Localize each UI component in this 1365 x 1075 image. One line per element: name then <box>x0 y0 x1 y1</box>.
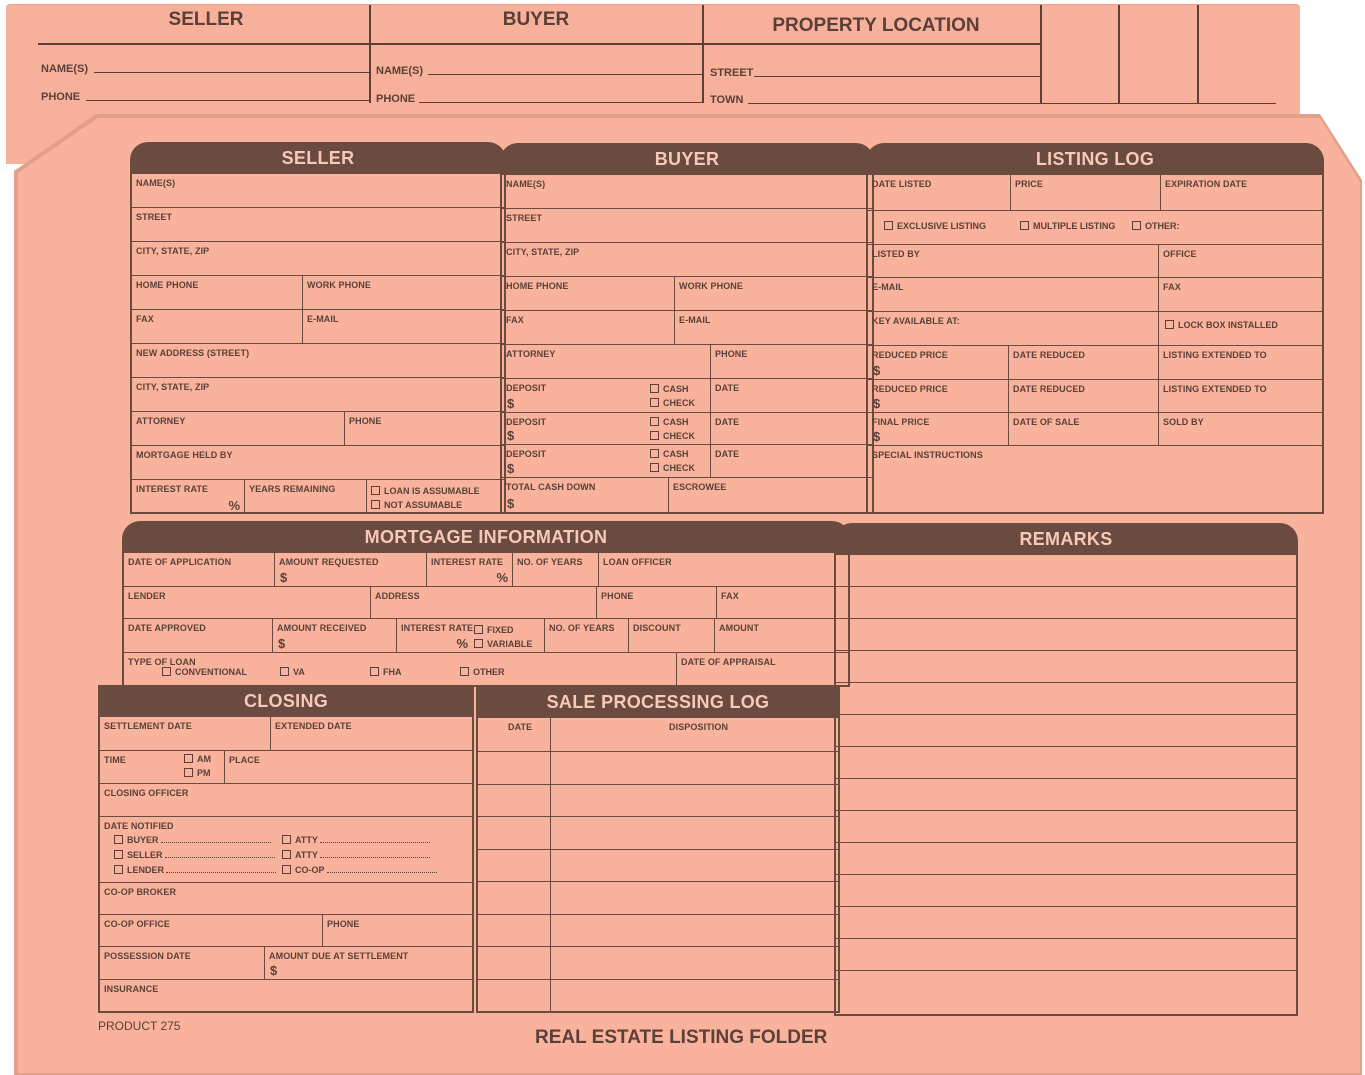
notify-coop-option[interactable] <box>282 865 437 875</box>
closing-header: CLOSING <box>98 685 474 717</box>
date-reduced1-label: DATE REDUCED <box>1013 350 1086 360</box>
remarks-line[interactable] <box>836 843 1296 875</box>
back-buyer-phone-label: PHONE <box>376 93 416 105</box>
lender-address-label: ADDRESS <box>375 591 420 601</box>
buyer-names-label: NAME(S) <box>506 179 546 189</box>
coop-office-label: CO-OP OFFICE <box>104 919 171 929</box>
checkbox-icon[interactable] <box>371 486 380 495</box>
amount-requested-dollar: $ <box>280 570 288 585</box>
conventional-option[interactable] <box>162 667 247 677</box>
seller-work-phone-label: WORK PHONE <box>307 280 371 290</box>
remarks-line[interactable] <box>836 907 1296 939</box>
sale-log-date-cell[interactable] <box>478 882 550 914</box>
buyer-deposit3-date-label: DATE <box>715 449 740 459</box>
buyer-attorney-phone-label: PHONE <box>715 349 748 359</box>
approved-interest-rate-label: INTEREST RATE <box>401 623 474 633</box>
seller-new-city-label: CITY, STATE, ZIP <box>136 382 210 392</box>
checkbox-icon[interactable] <box>474 639 483 648</box>
checkbox-icon[interactable] <box>474 625 483 634</box>
variable-text: VARIABLE <box>487 639 533 649</box>
remarks-section <box>834 523 1298 1016</box>
product-number: PRODUCT 275 <box>98 1019 181 1033</box>
checkbox-icon[interactable] <box>884 221 893 230</box>
buyer-deposit2-cash[interactable] <box>650 417 689 427</box>
price-label: PRICE <box>1015 179 1044 189</box>
variable-option[interactable] <box>474 639 532 649</box>
checkbox-icon[interactable] <box>184 768 193 777</box>
checkbox-icon[interactable] <box>650 398 659 407</box>
listing-log-header: LISTING LOG <box>866 143 1324 175</box>
sale-log-disposition-cell[interactable] <box>550 850 838 882</box>
mortgage-header: MORTGAGE INFORMATION <box>122 521 850 553</box>
buyer-attorney-label: ATTORNEY <box>506 349 556 359</box>
sale-log-disposition-cell[interactable] <box>550 980 838 1013</box>
back-buyer-title: BUYER <box>502 9 570 30</box>
coop-broker-label: CO-OP BROKER <box>104 887 177 897</box>
checkbox-icon[interactable] <box>1020 221 1029 230</box>
checkbox-icon[interactable] <box>1165 320 1174 329</box>
buyer-fax-label: FAX <box>506 315 524 325</box>
back-street-label: STREET <box>710 67 754 79</box>
back-property-title: PROPERTY LOCATION <box>772 15 980 36</box>
buyer-street-label: STREET <box>506 213 543 223</box>
final-price-label: FINAL PRICE <box>872 417 930 427</box>
remarks-line[interactable] <box>836 939 1296 971</box>
back-seller-phone-label: PHONE <box>41 91 81 103</box>
remarks-lines[interactable] <box>834 555 1298 1016</box>
sale-log-row[interactable] <box>478 882 838 915</box>
date-reduced2-label: DATE REDUCED <box>1013 384 1086 394</box>
checkbox-icon[interactable] <box>1132 221 1141 230</box>
fha-text: FHA <box>383 667 402 677</box>
notify-seller-text: SELLER <box>127 850 163 860</box>
back-seller-title: SELLER <box>168 9 244 30</box>
sale-log-disposition-cell[interactable] <box>550 785 838 817</box>
loan-officer-label: LOAN OFFICER <box>603 557 672 567</box>
sale-log-date-cell[interactable] <box>478 980 550 1013</box>
sale-log-header: SALE PROCESSING LOG <box>476 686 840 718</box>
remarks-line[interactable] <box>836 875 1296 907</box>
remarks-line[interactable] <box>836 555 1296 587</box>
type-of-loan-label: TYPE OF LOAN <box>128 657 196 667</box>
discount-amount-label: AMOUNT <box>719 623 760 633</box>
pm-option[interactable] <box>184 768 211 778</box>
sale-log-section <box>476 686 840 1013</box>
sale-log-row[interactable] <box>478 752 838 785</box>
amount-requested-label: AMOUNT REQUESTED <box>279 557 379 567</box>
folder-title: REAL ESTATE LISTING FOLDER <box>535 1027 828 1048</box>
seller-section <box>130 142 506 514</box>
checkbox-icon[interactable] <box>282 835 291 844</box>
date-of-appraisal-label: DATE OF APPRAISAL <box>681 657 776 667</box>
sale-log-disposition-cell[interactable] <box>550 882 838 914</box>
sold-by-label: SOLD BY <box>1163 417 1204 427</box>
back-town-label: TOWN <box>710 94 744 106</box>
special-instructions-label: SPECIAL INSTRUCTIONS <box>872 450 983 460</box>
exclusive-listing-option[interactable] <box>884 221 986 231</box>
multiple-listing-option[interactable] <box>1020 221 1115 231</box>
fixed-text: FIXED <box>487 625 514 635</box>
check-text: CHECK <box>663 431 696 441</box>
exclusive-listing-text: EXCLUSIVE LISTING <box>897 221 987 231</box>
sale-log-disposition-cell[interactable] <box>550 915 838 947</box>
closing-officer-label: CLOSING OFFICER <box>104 788 189 798</box>
remarks-line[interactable] <box>836 619 1296 651</box>
checkbox-icon[interactable] <box>114 850 123 859</box>
reduced-price2-dollar: $ <box>873 396 881 411</box>
checkbox-icon[interactable] <box>282 865 291 874</box>
discount-label: DISCOUNT <box>633 623 681 633</box>
sale-log-date-cell[interactable] <box>478 752 550 784</box>
remarks-line[interactable] <box>836 683 1296 715</box>
other-listing-option[interactable] <box>1132 221 1180 231</box>
buyer-deposit3-cash[interactable] <box>650 449 689 459</box>
buyer-deposit1-check[interactable] <box>650 398 695 408</box>
checkbox-icon[interactable] <box>114 865 123 874</box>
sale-log-row[interactable] <box>478 980 838 1013</box>
fixed-option[interactable] <box>474 625 514 635</box>
va-text: VA <box>293 667 305 677</box>
amount-received-dollar: $ <box>278 636 286 651</box>
sale-log-date-cell[interactable] <box>478 817 550 849</box>
notify-coop-text: CO-OP <box>295 865 325 875</box>
buyer-total-dollar: $ <box>507 496 515 511</box>
sale-log-disposition-cell[interactable] <box>550 817 838 849</box>
seller-loan-assumable-option[interactable] <box>371 486 480 496</box>
office-label: OFFICE <box>1163 249 1197 259</box>
cash-text: CASH <box>663 384 689 394</box>
mortgage-years-label: NO. OF YEARS <box>517 557 583 567</box>
seller-home-phone-label: HOME PHONE <box>136 280 199 290</box>
seller-attorney-phone-label: PHONE <box>349 416 382 426</box>
buyer-deposit1-date-label: DATE <box>715 383 740 393</box>
expiration-date-label: EXPIRATION DATE <box>1165 179 1248 189</box>
checkbox-icon[interactable] <box>184 754 193 763</box>
checkbox-icon[interactable] <box>280 667 289 676</box>
approved-interest-pct: % <box>456 636 468 651</box>
va-option[interactable] <box>280 667 305 677</box>
date-approved-label: DATE APPROVED <box>128 623 206 633</box>
amount-due-label: AMOUNT DUE AT SETTLEMENT <box>269 951 409 961</box>
listing-email-label: E-MAIL <box>872 282 904 292</box>
checkbox-icon[interactable] <box>114 835 123 844</box>
am-option[interactable] <box>184 754 211 764</box>
checkbox-icon[interactable] <box>162 667 171 676</box>
seller-not-assumable-text: NOT ASSUMABLE <box>384 500 463 510</box>
checkbox-icon[interactable] <box>282 850 291 859</box>
seller-fax-label: FAX <box>136 314 154 324</box>
final-price-dollar: $ <box>873 429 881 444</box>
possession-date-label: POSSESSION DATE <box>104 951 191 961</box>
notify-buyer-option[interactable] <box>114 835 271 845</box>
seller-email-label: E-MAIL <box>307 314 339 324</box>
seller-interest-rate-label: INTEREST RATE <box>136 484 209 494</box>
extended-date-label: EXTENDED DATE <box>275 721 352 731</box>
buyer-deposit1-dollar: $ <box>507 396 515 411</box>
sale-log-row[interactable] <box>478 817 838 850</box>
back-buyer-name-label: NAME(S) <box>376 65 424 77</box>
sale-log-row[interactable] <box>478 785 838 818</box>
buyer-deposit3-label: DEPOSIT <box>506 449 547 459</box>
remarks-line[interactable] <box>836 715 1296 747</box>
remarks-line[interactable] <box>836 651 1296 683</box>
insurance-label: INSURANCE <box>104 984 159 994</box>
closing-section <box>98 685 474 1013</box>
seller-loan-assumable-text: LOAN IS ASSUMABLE <box>384 486 480 496</box>
notify-atty2-option[interactable] <box>282 850 430 860</box>
mortgage-interest-pct: % <box>496 570 508 585</box>
lock-box-option[interactable] <box>1165 320 1278 330</box>
seller-city-label: CITY, STATE, ZIP <box>136 246 210 256</box>
conventional-text: CONVENTIONAL <box>175 667 247 677</box>
checkbox-icon[interactable] <box>460 667 469 676</box>
notify-atty1-option[interactable] <box>282 835 430 845</box>
seller-not-assumable-option[interactable] <box>371 500 462 510</box>
cash-text: CASH <box>663 417 689 427</box>
sale-log-row[interactable] <box>478 850 838 883</box>
remarks-header: REMARKS <box>834 523 1298 555</box>
fha-option[interactable] <box>370 667 402 677</box>
approved-years-label: NO. OF YEARS <box>549 623 615 633</box>
notify-buyer-text: BUYER <box>127 835 159 845</box>
sale-log-row[interactable] <box>478 915 838 948</box>
sale-date-column-header: DATE <box>508 722 533 732</box>
amount-received-label: AMOUNT RECEIVED <box>277 623 367 633</box>
sale-log-date-cell[interactable] <box>478 947 550 979</box>
buyer-deposit2-check[interactable] <box>650 431 695 441</box>
buyer-total-cash-label: TOTAL CASH DOWN <box>506 482 596 492</box>
am-text: AM <box>197 754 211 764</box>
remarks-line[interactable] <box>836 587 1296 619</box>
notify-lender-text: LENDER <box>127 865 165 875</box>
sale-log-date-cell[interactable] <box>478 850 550 882</box>
key-available-label: KEY AVAILABLE AT: <box>872 316 960 326</box>
sale-log-disposition-cell[interactable] <box>550 947 838 979</box>
listing-extended2-label: LISTING EXTENDED TO <box>1163 384 1267 394</box>
seller-names-label: NAME(S) <box>136 178 176 188</box>
back-seller-name-label: NAME(S) <box>41 63 89 75</box>
mortgage-interest-rate-label: INTEREST RATE <box>431 557 504 567</box>
sale-log-date-cell[interactable] <box>478 785 550 817</box>
buyer-header: BUYER <box>500 143 874 175</box>
multiple-listing-text: MULTIPLE LISTING <box>1033 221 1116 231</box>
other-listing-text: OTHER: <box>1145 221 1180 231</box>
settlement-date-label: SETTLEMENT DATE <box>104 721 192 731</box>
buyer-escrowee-label: ESCROWEE <box>673 482 727 492</box>
remarks-line[interactable] <box>836 971 1296 1003</box>
listed-by-label: LISTED BY <box>872 249 920 259</box>
checkbox-icon[interactable] <box>650 463 659 472</box>
lock-box-text: LOCK BOX INSTALLED <box>1178 320 1278 330</box>
sale-log-row[interactable] <box>478 947 838 980</box>
time-label: TIME <box>104 755 126 765</box>
reduced-price1-dollar: $ <box>873 363 881 378</box>
seller-attorney-label: ATTORNEY <box>136 416 186 426</box>
reduced-price2-label: REDUCED PRICE <box>872 384 948 394</box>
notify-atty1-text: ATTY <box>295 835 318 845</box>
buyer-deposit2-label: DEPOSIT <box>506 417 547 427</box>
buyer-city-label: CITY, STATE, ZIP <box>506 247 580 257</box>
checkbox-icon[interactable] <box>650 384 659 393</box>
notify-seller-option[interactable] <box>114 850 275 860</box>
buyer-deposit1-label: DEPOSIT <box>506 383 547 393</box>
seller-new-address-label: NEW ADDRESS (STREET) <box>136 348 250 358</box>
seller-street-label: STREET <box>136 212 173 222</box>
lender-phone-label: PHONE <box>601 591 634 601</box>
checkbox-icon[interactable] <box>370 667 379 676</box>
buyer-deposit3-check[interactable] <box>650 463 695 473</box>
checkbox-icon[interactable] <box>650 417 659 426</box>
listing-fax-label: FAX <box>1163 282 1181 292</box>
date-listed-label: DATE LISTED <box>872 179 932 189</box>
other-loan-text: OTHER <box>473 667 505 677</box>
date-notified-label: DATE NOTIFIED <box>104 821 174 831</box>
lender-label: LENDER <box>128 591 166 601</box>
buyer-work-phone-label: WORK PHONE <box>679 281 743 291</box>
remarks-line[interactable] <box>836 779 1296 811</box>
sale-log-disposition-cell[interactable] <box>550 752 838 784</box>
lender-fax-label: FAX <box>721 591 739 601</box>
buyer-deposit1-cash[interactable] <box>650 384 689 394</box>
other-loan-option[interactable] <box>460 667 505 677</box>
checkbox-icon[interactable] <box>650 449 659 458</box>
coop-phone-label: PHONE <box>327 919 360 929</box>
mortgage-section <box>122 521 850 687</box>
buyer-deposit2-date-label: DATE <box>715 417 740 427</box>
cash-text: CASH <box>663 449 689 459</box>
notify-atty2-text: ATTY <box>295 850 318 860</box>
pm-text: PM <box>197 768 211 778</box>
remarks-line[interactable] <box>836 747 1296 779</box>
reduced-price1-label: REDUCED PRICE <box>872 350 948 360</box>
buyer-deposit3-dollar: $ <box>507 461 515 476</box>
sale-disposition-column-header: DISPOSITION <box>669 722 729 732</box>
checkbox-icon[interactable] <box>371 500 380 509</box>
check-text: CHECK <box>663 463 696 473</box>
buyer-email-label: E-MAIL <box>679 315 711 325</box>
check-text: CHECK <box>663 398 696 408</box>
remarks-line[interactable] <box>836 811 1296 843</box>
date-of-application-label: DATE OF APPLICATION <box>128 557 232 567</box>
seller-mortgage-held-label: MORTGAGE HELD BY <box>136 450 233 460</box>
date-of-sale-label: DATE OF SALE <box>1013 417 1080 427</box>
seller-header: SELLER <box>130 142 506 174</box>
seller-years-remaining-label: YEARS REMAINING <box>249 484 336 494</box>
buyer-home-phone-label: HOME PHONE <box>506 281 569 291</box>
buyer-section <box>500 143 874 514</box>
seller-interest-pct: % <box>228 498 240 513</box>
amount-due-dollar: $ <box>270 963 278 978</box>
listing-log-section <box>866 143 1324 514</box>
listing-extended1-label: LISTING EXTENDED TO <box>1163 350 1267 360</box>
notify-lender-option[interactable] <box>114 865 276 875</box>
buyer-deposit2-dollar: $ <box>507 428 515 443</box>
checkbox-icon[interactable] <box>650 431 659 440</box>
sale-log-date-cell[interactable] <box>478 915 550 947</box>
place-label: PLACE <box>229 755 261 765</box>
